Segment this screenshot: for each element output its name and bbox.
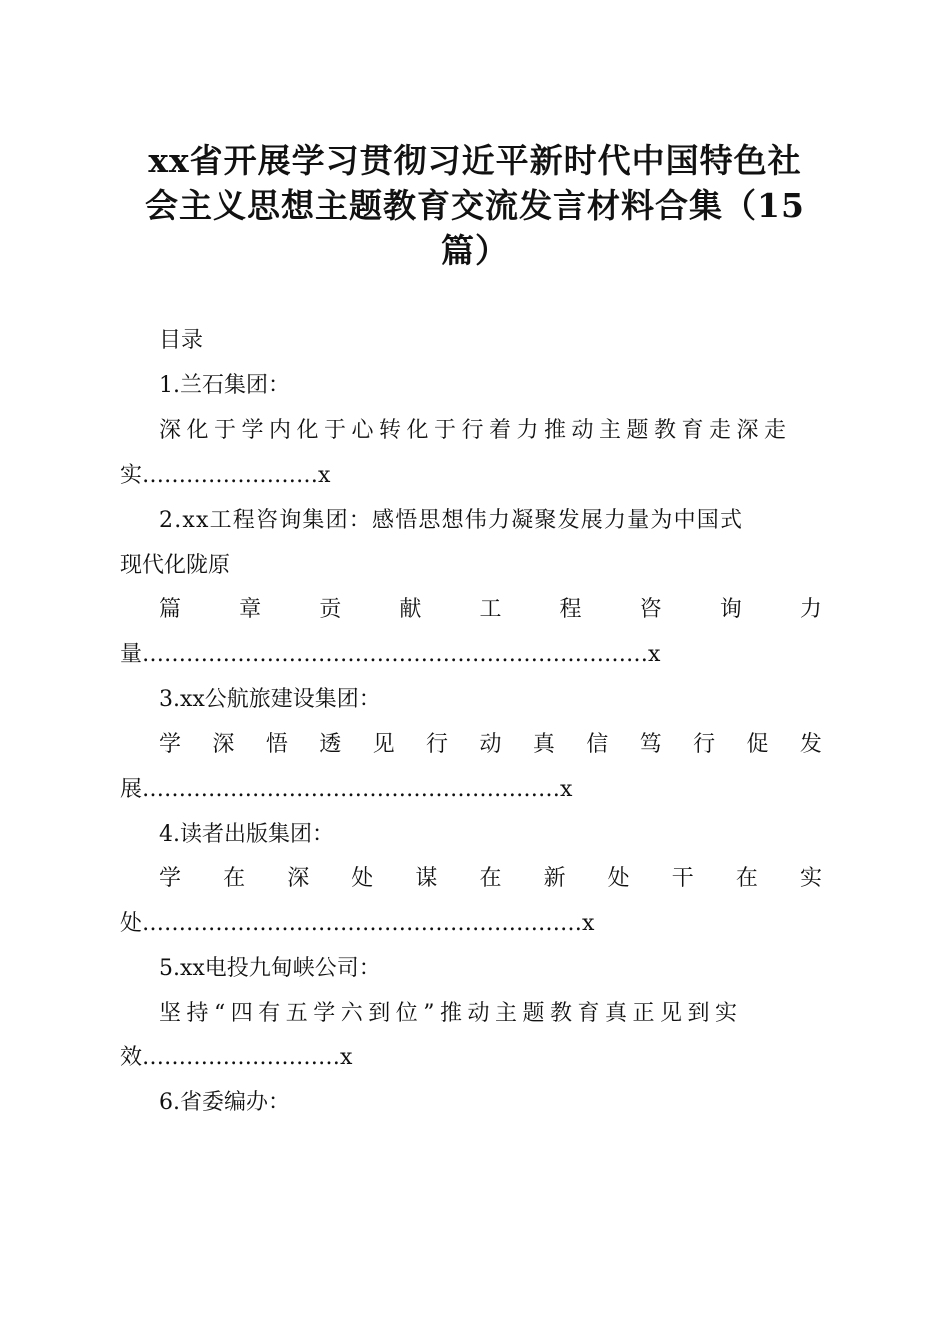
justified-char: 真 — [532, 732, 555, 757]
justified-char: 咨 — [639, 597, 662, 622]
toc-entry-1-title: 深化于学内化于心转化于行着力推动主题教育走深走 — [159, 418, 792, 443]
title-line-3: 篇） — [441, 231, 509, 270]
justified-char: 篇 — [159, 597, 182, 622]
toc-entry-4-leader: 处……………………………………………………x — [120, 911, 595, 936]
justified-char: 贡 — [319, 597, 342, 622]
toc-entry-2-leader: 量……………………………………………………………x — [120, 642, 661, 667]
title-line-2: 会主义思想主题教育交流发言材料合集（15 — [145, 186, 805, 225]
toc-heading: 目录 — [159, 328, 204, 353]
justified-char: 促 — [746, 732, 769, 757]
toc-entry-2-title-cont: 现代化陇原 — [120, 553, 231, 578]
justified-char: 干 — [671, 866, 694, 891]
justified-char: 深 — [212, 732, 235, 757]
toc-entry-2-title-justified — [159, 595, 822, 625]
justified-char: 力 — [799, 597, 822, 622]
justified-char: 谋 — [415, 866, 438, 891]
justified-char: 在 — [735, 866, 758, 891]
justified-char: 行 — [426, 732, 449, 757]
toc-entry-6-label: 6.省委编办： — [159, 1090, 290, 1115]
toc-entry-1-leader: 实……………………x — [120, 463, 331, 488]
justified-char: 在 — [479, 866, 502, 891]
justified-char: 深 — [287, 866, 310, 891]
toc-entry-2-label: 2.xx工程咨询集团：感悟思想伟力凝聚发展力量为中国式 — [159, 508, 744, 533]
title-line-1: xx省开展学习贯彻习近平新时代中国特色社 — [148, 141, 802, 180]
toc-entry-4-title-justified — [159, 864, 822, 894]
justified-char: 悟 — [265, 732, 288, 757]
justified-char: 处 — [607, 866, 630, 891]
justified-char: 工 — [479, 597, 502, 622]
toc-entry-3-label: 3.xx公航旅建设集团： — [159, 687, 381, 712]
justified-char: 学 — [159, 866, 182, 891]
justified-char: 学 — [159, 732, 182, 757]
justified-char: 笃 — [639, 732, 662, 757]
toc-entry-5-leader: 效………………………x — [120, 1045, 353, 1070]
justified-char: 询 — [719, 597, 742, 622]
justified-char: 新 — [543, 866, 566, 891]
justified-char: 在 — [223, 866, 246, 891]
justified-char: 行 — [693, 732, 716, 757]
justified-char: 实 — [799, 866, 822, 891]
toc-entry-5-title: 坚持“四有五学六到位”推动主题教育真正见到实 — [159, 1001, 743, 1026]
justified-char: 动 — [479, 732, 502, 757]
document-title — [110, 138, 840, 273]
justified-char: 见 — [372, 732, 395, 757]
justified-char: 章 — [239, 597, 262, 622]
justified-char: 信 — [586, 732, 609, 757]
justified-char: 透 — [319, 732, 342, 757]
toc-entry-5-label: 5.xx电投九甸峡公司： — [159, 956, 381, 981]
toc-entry-3-leader: 展…………………………………………………x — [120, 777, 573, 802]
justified-char: 处 — [351, 866, 374, 891]
justified-char: 发 — [799, 732, 822, 757]
toc-entry-1-label: 1.兰石集团： — [159, 373, 290, 398]
toc-entry-4-label: 4.读者出版集团： — [159, 822, 334, 847]
justified-char: 程 — [559, 597, 582, 622]
justified-char: 献 — [399, 597, 422, 622]
toc-entry-3-title-justified — [159, 730, 822, 760]
